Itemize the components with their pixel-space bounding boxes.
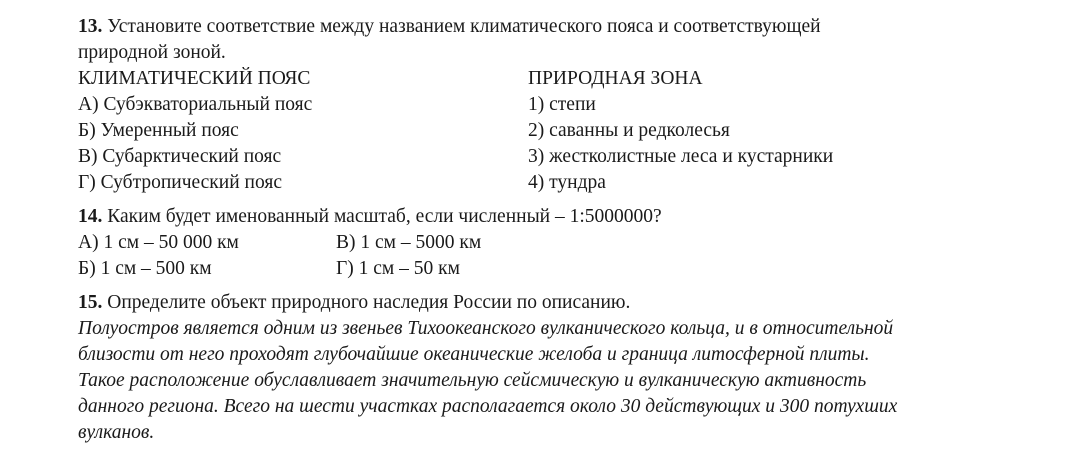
question-14 xyxy=(78,204,1038,282)
natural-zone-item: 3) жестколистные леса и кустарники xyxy=(528,146,834,167)
natural-zone-item: 1) степи xyxy=(528,94,596,115)
natural-zone-header: ПРИРОДНАЯ ЗОНА xyxy=(528,68,703,89)
climate-belt-item: Г) Субтропический пояс xyxy=(78,172,282,193)
question-15-text: Определите объект природного наследия России по описанию. xyxy=(107,292,631,313)
climate-belt-item: В) Субарктический пояс xyxy=(78,146,282,167)
natural-zone-item: 4) тундра xyxy=(528,172,606,193)
climate-belt-item: Б) Умеренный пояс xyxy=(78,120,239,141)
question-14-line xyxy=(78,204,1038,230)
answer-option: В) 1 см – 5000 км xyxy=(336,232,482,253)
answer-option: Б) 1 см – 500 км xyxy=(78,258,212,279)
climate-belt-item: А) Субэкваториальный пояс xyxy=(78,94,313,115)
matching-table xyxy=(78,66,1038,196)
question-14-text: Каким будет именованный масштаб, если численный – 1:5000000? xyxy=(107,206,662,227)
question-15-description xyxy=(78,316,1038,446)
answer-option: А) 1 см – 50 000 км xyxy=(78,232,239,253)
question-14-options xyxy=(78,230,1038,282)
question-15-number: 15. xyxy=(78,292,103,313)
question-13-line-1 xyxy=(78,14,1038,40)
question-13 xyxy=(78,14,1038,196)
question-13-number: 13. xyxy=(78,16,103,37)
question-15-line xyxy=(78,290,1038,316)
question-15 xyxy=(78,290,1038,446)
climate-belt-header: КЛИМАТИЧЕСКИЙ ПОЯС xyxy=(78,68,311,89)
natural-zone-column xyxy=(528,66,978,196)
description-line: вулканов. xyxy=(78,422,155,443)
answer-option: Г) 1 см – 50 км xyxy=(336,258,460,279)
question-13-text: Установите соответствие между названием климатического пояса и соответствующей xyxy=(107,16,821,37)
climate-belt-column xyxy=(78,66,528,196)
description-line: Полуостров является одним из звеньев Тихоокеанского вулканического кольца, и в относительной xyxy=(78,318,894,339)
options-column-2 xyxy=(336,230,596,282)
options-column-1 xyxy=(78,230,336,282)
question-14-number: 14. xyxy=(78,206,103,227)
question-13-line-2: природной зоной. xyxy=(78,42,226,63)
description-line: Такое расположение обуславливает значительную сейсмическую и вулканическую активность xyxy=(78,370,867,391)
description-line: близости от него проходят глубочайшие океанические желоба и граница литосферной плиты. xyxy=(78,344,870,365)
natural-zone-item: 2) саванны и редколесья xyxy=(528,120,730,141)
worksheet-page xyxy=(78,14,1038,446)
description-line: данного региона. Всего на шести участках располагается около 30 действующих и 300 потухших xyxy=(78,396,898,417)
